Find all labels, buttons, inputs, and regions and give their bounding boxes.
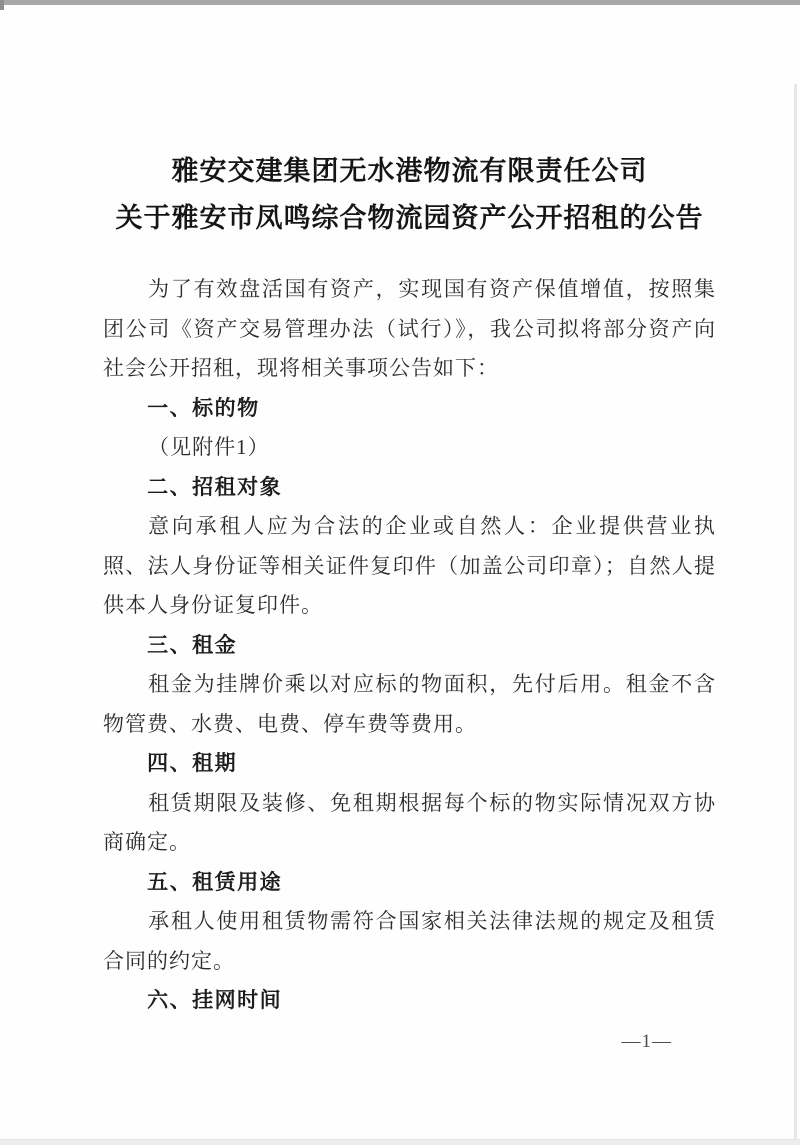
section-6-heading: 六、挂网时间 — [147, 989, 283, 1012]
page-number: —1— — [621, 1031, 672, 1052]
section-3-heading: 三、租金 — [147, 633, 238, 657]
document-body — [103, 270, 716, 1021]
document-title-line2: 关于雅安市凤鸣综合物流园资产公开招租的公告 — [115, 203, 704, 233]
scan-top-corner-mark — [0, 0, 4, 10]
section-4-paragraph: 租赁期限及装修、免租期根据每个标的物实际情况双方协商确定。 — [103, 790, 716, 854]
section-2-paragraph: 意向承租人应为合法的企业或自然人：企业提供营业执照、法人身份证等相关证件复印件（加盖公司印章）；自然人提供本人身份证复印件。 — [103, 514, 716, 617]
document-page — [103, 148, 716, 1021]
document-title-line1: 雅安交建集团无水港物流有限责任公司 — [171, 156, 648, 186]
section-4-heading: 四、租期 — [147, 752, 238, 775]
scan-top-edge — [0, 0, 800, 5]
intro-paragraph: 为了有效盘活国有资产，实现国有资产保值增值，按照集团公司《资产交易管理办法（试行）》，我公司拟将部分资产向社会公开招租，现将相关事项公告如下： — [103, 277, 716, 380]
section-2-heading: 二、招租对象 — [147, 475, 283, 499]
scan-right-edge — [794, 84, 797, 1140]
section-3-paragraph: 租金为挂牌价乘以对应标的物面积，先付后用。租金不含物管费、水费、电费、停车费等费用。 — [103, 672, 716, 736]
section-5-heading: 五、租赁用途 — [147, 870, 283, 894]
section-5-paragraph: 承租人使用租赁物需符合国家相关法律法规的规定及租赁合同的约定。 — [103, 909, 716, 973]
document-title — [103, 148, 716, 242]
section-1-paragraph: （见附件1） — [148, 435, 270, 459]
section-1-heading: 一、标的物 — [147, 396, 260, 420]
scan-bottom-edge — [0, 1139, 800, 1145]
